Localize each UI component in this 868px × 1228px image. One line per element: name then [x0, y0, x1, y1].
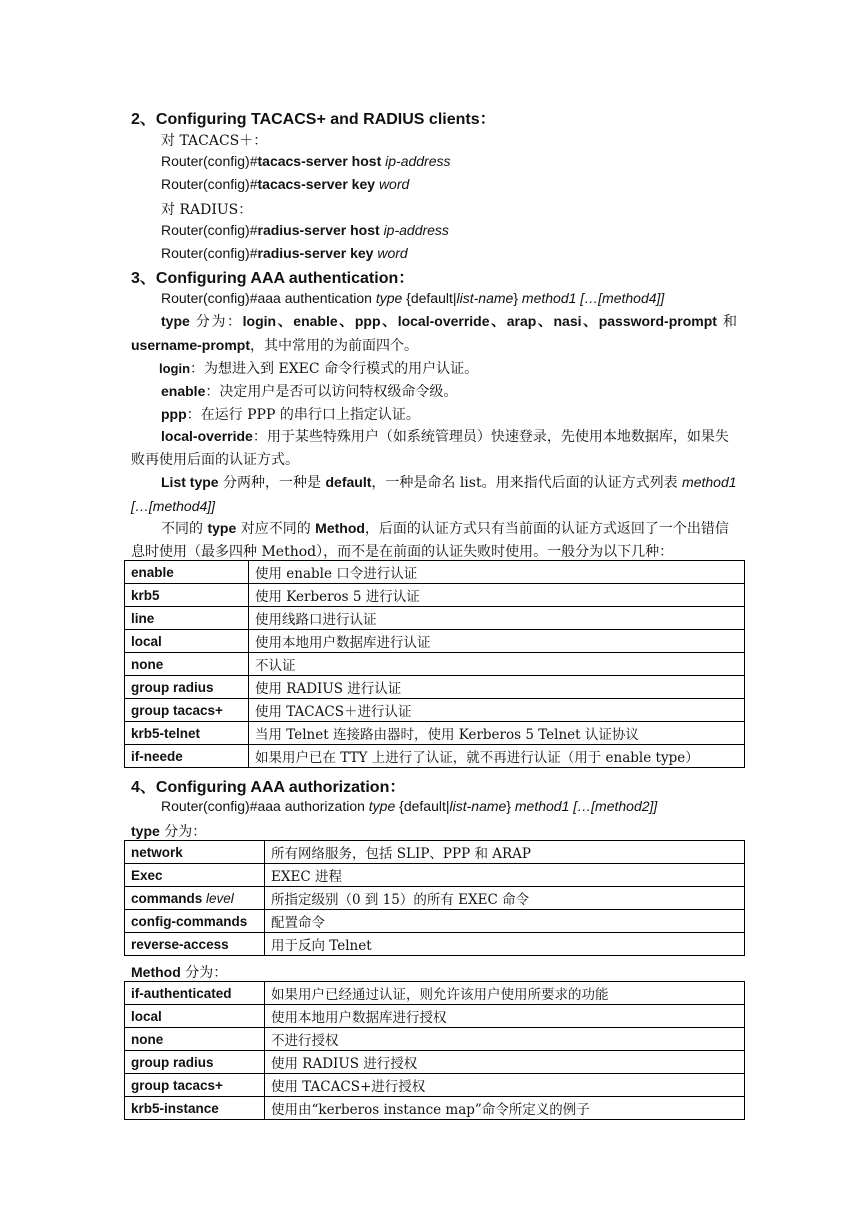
table-row — [125, 699, 745, 722]
authentication-methods-table — [124, 560, 745, 768]
authorization-method-label: Method 分为： — [131, 964, 228, 981]
table-key-cell — [125, 653, 249, 676]
table-value-cell: 使用由“kerberos instance map”命令所定义的例子 — [265, 1097, 745, 1120]
section4-heading: 4、Configuring AAA authorization： — [131, 779, 406, 796]
table-key-cell — [125, 722, 249, 745]
table-key-cell — [125, 933, 265, 956]
table-key-cell — [125, 841, 265, 864]
table-key-text: krb5 — [131, 587, 160, 603]
table-row — [125, 745, 745, 768]
table-value-cell: 使用 RADIUS 进行授权 — [265, 1051, 745, 1074]
table-key-text: if-authenticated — [131, 985, 232, 1001]
table-row — [125, 607, 745, 630]
table-row — [125, 1097, 745, 1120]
table-key-text: local — [131, 1008, 162, 1024]
table-row — [125, 887, 745, 910]
table-row — [125, 676, 745, 699]
table-key-text: reverse-access — [131, 936, 229, 952]
table-value-cell: 如果用户已在 TTY 上进行了认证，就不再进行认证（用于 enable type） — [249, 745, 745, 768]
authorization-type-label: type 分为： — [131, 823, 207, 840]
table-key-cell — [125, 745, 249, 768]
table-value-cell: 使用本地用户数据库进行授权 — [265, 1005, 745, 1028]
table-value-cell: 所指定级别（0 到 15）的所有 EXEC 命令 — [265, 887, 745, 910]
tacacs-host-command: Router(config)#tacacs-server host ip-address — [161, 153, 451, 169]
table-key-text: config-commands — [131, 913, 248, 929]
table-value-cell: 使用 enable 口令进行认证 — [249, 561, 745, 584]
table-value-cell: 使用 Kerberos 5 进行认证 — [249, 584, 745, 607]
table-row — [125, 1005, 745, 1028]
authorization-methods-table — [124, 981, 745, 1120]
section2-heading: 2、Configuring TACACS+ and RADIUS clients： — [131, 111, 496, 128]
authorization-types-table — [124, 840, 745, 956]
table-key-cell — [125, 676, 249, 699]
table-row — [125, 1028, 745, 1051]
table-value-cell: 不进行授权 — [265, 1028, 745, 1051]
method-note: 不同的 type 对应不同的 Method，后面的认证方式只有当前面的认证方式返回了一个出错信息时使用（最多四种 Method），而不是在前面的认证失败时使用。一般分为以下几种： — [131, 520, 729, 560]
table-row — [125, 561, 745, 584]
radius-host-command: Router(config)#radius-server host ip-address — [161, 222, 449, 238]
table-row — [125, 933, 745, 956]
local-override-description: local-override：用于某些特殊用户（如系统管理员）快速登录，先使用本地数据库，如果失败再使用后面的认证方式。 — [131, 428, 729, 468]
table-value-cell: 配置命令 — [265, 910, 745, 933]
table-row — [125, 722, 745, 745]
tacacs-label: 对 TACACS＋： — [161, 133, 268, 149]
table-key-text: commands — [131, 890, 207, 906]
tacacs-key-command: Router(config)#tacacs-server key word — [161, 176, 410, 192]
table-key-cell — [125, 864, 265, 887]
aaa-authorization-command: Router(config)#aaa authorization type {default|list-name} method1 […[method2]] — [161, 798, 658, 814]
table-key-text: krb5-instance — [131, 1100, 219, 1116]
table-value-cell: 如果用户已经通过认证，则允许该用户使用所要求的功能 — [265, 982, 745, 1005]
table-key-cell — [125, 1051, 265, 1074]
table-value-cell: 当用 Telnet 连接路由器时，使用 Kerberos 5 Telnet 认证协议 — [249, 722, 745, 745]
table-key-text: none — [131, 656, 164, 672]
table-row — [125, 653, 745, 676]
ppp-description: ppp：在运行 PPP 的串行口上指定认证。 — [161, 406, 420, 423]
table-key-text: none — [131, 1031, 164, 1047]
table-row — [125, 864, 745, 887]
table-key-arg: level — [206, 890, 234, 906]
table-key-cell — [125, 584, 249, 607]
table-value-cell: 所有网络服务，包括 SLIP、PPP 和 ARAP — [265, 841, 745, 864]
table-row — [125, 630, 745, 653]
table-key-text: network — [131, 844, 183, 860]
list-type-description: List type 分两种，一种是 default，一种是命名 list。用来指代后面的认证方式列表 method1 […[method4]] — [131, 474, 737, 514]
table-key-text: line — [131, 610, 155, 626]
table-key-cell — [125, 1005, 265, 1028]
table-row — [125, 982, 745, 1005]
table-key-text: local — [131, 633, 162, 649]
table-row — [125, 1074, 745, 1097]
table-key-cell — [125, 607, 249, 630]
table-key-cell — [125, 982, 265, 1005]
table-value-cell: 使用本地用户数据库进行认证 — [249, 630, 745, 653]
table-key-cell — [125, 1074, 265, 1097]
type-description: type 分为：login、enable、ppp、local-override、arap、nasi、password-prompt 和 username-prompt，其中常用的为前面四个。 — [131, 313, 737, 354]
table-key-cell — [125, 1097, 265, 1120]
radius-label: 对 RADIUS： — [161, 202, 253, 218]
table-key-cell — [125, 699, 249, 722]
enable-description: enable：决定用户是否可以访问特权级命令级。 — [161, 383, 458, 400]
table-row — [125, 584, 745, 607]
table-value-cell: 用于反向 Telnet — [265, 933, 745, 956]
table-key-text: enable — [131, 564, 174, 580]
table-key-cell — [125, 1028, 265, 1051]
table-key-cell — [125, 561, 249, 584]
table-row — [125, 910, 745, 933]
section3-heading: 3、Configuring AAA authentication： — [131, 270, 415, 287]
table-key-text: group radius — [131, 1054, 214, 1070]
table-row — [125, 841, 745, 864]
table-key-text: group radius — [131, 679, 214, 695]
login-description: login：为想进入到 EXEC 命令行模式的用户认证。 — [159, 361, 479, 377]
table-key-cell — [125, 887, 265, 910]
table-key-text: group tacacs+ — [131, 702, 223, 718]
table-key-text: group tacacs+ — [131, 1077, 223, 1093]
radius-key-command: Router(config)#radius-server key word — [161, 245, 408, 261]
table-key-text: Exec — [131, 867, 163, 883]
table-key-cell — [125, 630, 249, 653]
table-key-cell — [125, 910, 265, 933]
table-row — [125, 1051, 745, 1074]
table-value-cell: 使用线路口进行认证 — [249, 607, 745, 630]
table-value-cell: 使用 RADIUS 进行认证 — [249, 676, 745, 699]
table-key-text: krb5-telnet — [131, 725, 201, 741]
table-value-cell: 使用 TACACS+进行授权 — [265, 1074, 745, 1097]
table-key-text: if-neede — [131, 748, 183, 764]
table-value-cell: EXEC 进程 — [265, 864, 745, 887]
table-value-cell: 不认证 — [249, 653, 745, 676]
aaa-authentication-command: Router(config)#aaa authentication type {default|list-name} method1 […[method4]] — [161, 290, 665, 306]
table-value-cell: 使用 TACACS＋进行认证 — [249, 699, 745, 722]
